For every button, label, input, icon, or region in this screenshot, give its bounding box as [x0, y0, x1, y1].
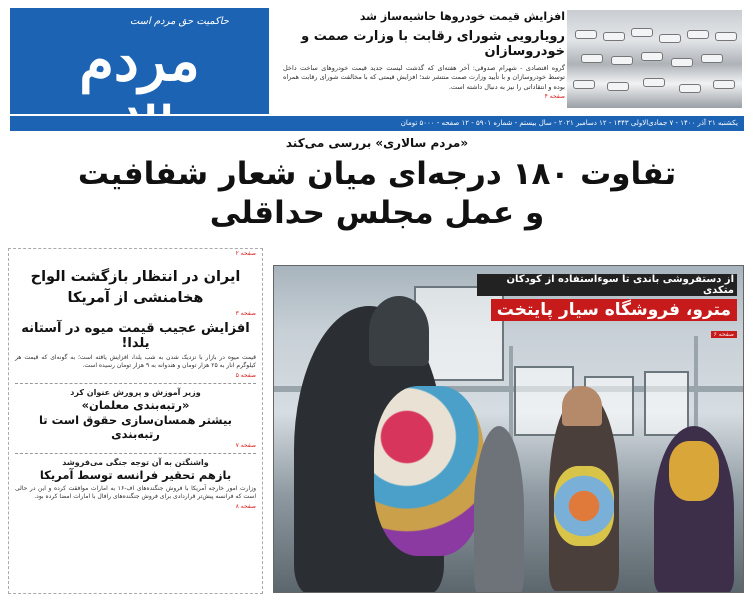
- story-headline-achaemenid-tablets[interactable]: ایران در انتظار بازگشت الواح هخامنشی از آمریکا: [30, 269, 241, 307]
- teaser-kicker: افزایش قیمت خودروها حاشیه‌ساز شد: [359, 10, 565, 23]
- page-ref: صفحه ۸: [235, 502, 256, 510]
- story-kicker-us-france: واشنگتن به آن توجه جنگی می‌فروشد: [62, 457, 209, 467]
- story-headline-teacher-ranking[interactable]: بیشتر همسان‌سازی حقوق است تا رتبه‌بندی: [38, 412, 232, 441]
- top-teaser[interactable]: [283, 10, 565, 108]
- story-subhead-teacher-ranking: «رتبه‌بندی معلمان»: [81, 397, 190, 412]
- page-ref: صفحه ۵: [235, 371, 256, 379]
- story-body-us-france: وزارت امور خارجه آمریکا با فروش جنگنده‌های اف-۱۶ به امارات موافقت کرده و این در حالی است که فرانسه پیش‌تر قراردادی برای فروش جنگنده‌های رافال با امارات امضا کرده بود.: [15, 484, 256, 501]
- photo-caption-page-ref: صفحه ۶: [711, 331, 737, 338]
- story-headline-fruit-prices[interactable]: افزایش عجیب قیمت میوه در آستانه یلدا!: [21, 321, 250, 352]
- left-news-column: [8, 248, 263, 594]
- photo-caption-kicker: از دستفروشی باندی تا سوءاستفاده از کودکان متکدی: [477, 274, 737, 296]
- masthead: [10, 8, 269, 114]
- photo-caption[interactable]: [477, 274, 737, 340]
- main-headline[interactable]: [60, 155, 694, 233]
- story-kicker-education: وزیر آموزش و پرورش عنوان کرد: [70, 387, 201, 397]
- masthead-tagline: حاکمیت حق مردم است: [129, 16, 229, 27]
- car-lot-photo: [567, 10, 742, 108]
- teaser-page-ref: صفحه ۴: [544, 93, 565, 101]
- main-kicker: «مردم سالاری» بررسی می‌کند: [285, 136, 469, 150]
- page-ref: صفحه ۷: [235, 441, 256, 449]
- page-ref: صفحه ۲: [235, 250, 256, 257]
- main-headline-line2: و عمل مجلس حداقلی: [209, 194, 545, 231]
- newspaper-logo: مردم: [79, 28, 200, 94]
- main-headline-line1: تفاوت ۱۸۰ درجه‌ای میان شعار شفافیت: [77, 156, 677, 192]
- dateline-bar: یکشنبه ۲۱ آذر ۱۴۰۰ - ۷ جمادی‌الاولی ۱۴۴۳ - ۱۲ دسامبر ۲۰۲۱ - سال بیستم - شماره ۵۹۰۱ - ۱۲ صفحه - ۵۰۰۰ تومان: [10, 116, 744, 131]
- divider: [15, 383, 256, 384]
- metro-vendor-photo[interactable]: [273, 265, 744, 593]
- teaser-body: گروه اقتصادی - شهرام صدوقی: آخر هفته‌ای که گذشت لیست جدید قیمت خودروهای ساخت داخل توسط خودروسازان و با تأیید وزارت صمت منتشر شد؛ افزایش قیمتی که با مخالفت شورای رقابت همراه بوده و انتقاداتی را نیز به دنبال داشته است.: [283, 64, 565, 91]
- photo-caption-headline: مترو، فروشگاه سیار پایتخت: [491, 299, 737, 321]
- page-ref: صفحه ۳: [235, 310, 256, 318]
- divider: [15, 453, 256, 454]
- teaser-headline[interactable]: رویارویی شورای رقابت با وزارت صمت و خودروسازان: [301, 29, 565, 59]
- story-body-fruit-prices: قیمت میوه در بازار با نزدیک شدن به شب یلدا، افزایش یافته است؛ به گونه‌ای که قیمت هر کیلوگرم انار به ۲۵ هزار تومان و هندوانه به ۹ هزار تومان رسیده است.: [15, 354, 256, 370]
- story-headline-us-france[interactable]: بازهم تحقیر فرانسه توسط آمریکا: [39, 467, 232, 482]
